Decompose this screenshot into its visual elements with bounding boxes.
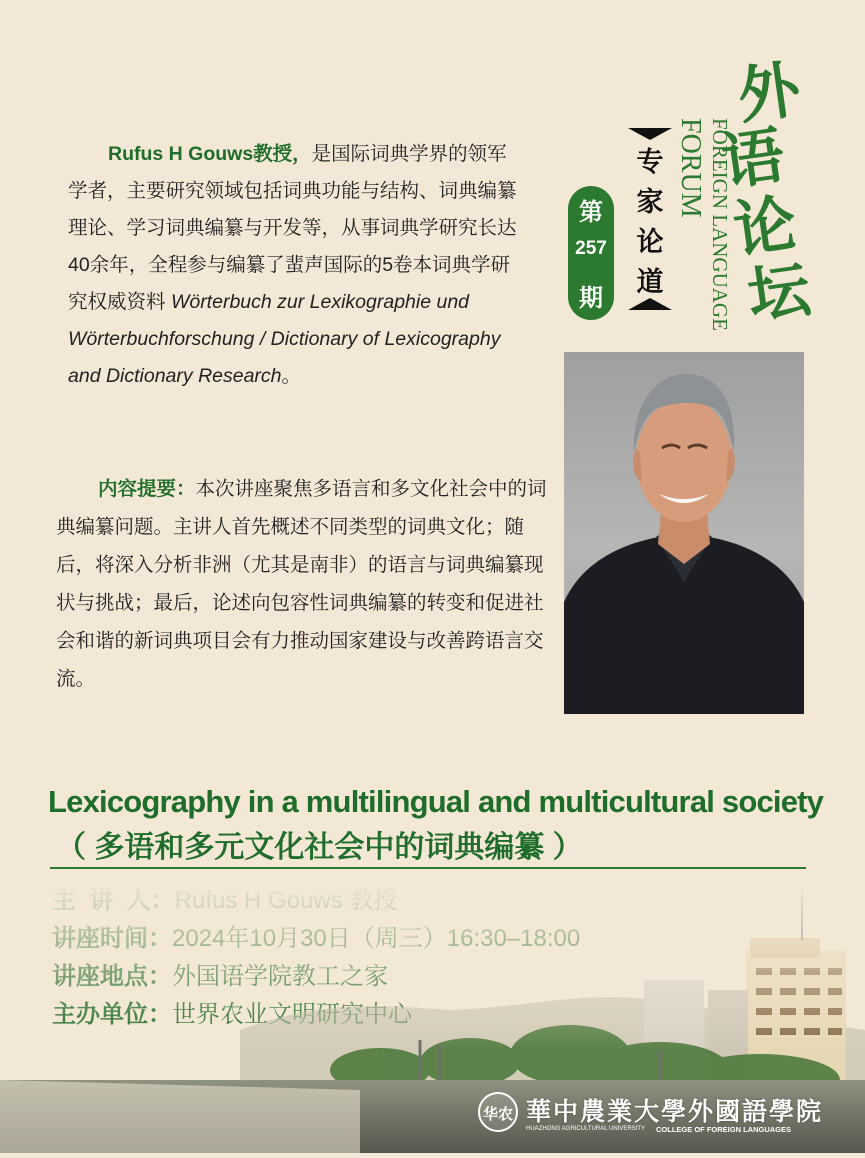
section-char: 道 [636, 267, 664, 297]
lecture-summary [56, 470, 550, 698]
book-title: Wörterbuch zur Lexikographie und Wörterbuchforschung / Dictionary of Lexicography and Dictionary Research [68, 291, 501, 387]
section-label [626, 128, 674, 310]
issue-number: 257 [575, 238, 607, 259]
forum-char: 语 [717, 118, 789, 199]
bio-end: 。 [281, 365, 302, 387]
bracket-bottom [628, 298, 672, 310]
university-name-en: HUAZHONG AGRICULTURAL UNIVERSITY [526, 1126, 646, 1132]
forum-title-en [675, 118, 732, 331]
forum-char: 坛 [743, 252, 815, 333]
college-logo [478, 1090, 824, 1140]
speaker-photo [564, 352, 804, 714]
section-char: 论 [636, 227, 664, 257]
lecture-title-en: Lexicography in a multilingual and multicultural society [48, 784, 824, 819]
forum-char: 外 [733, 52, 805, 133]
issue-badge [568, 186, 614, 320]
bio-text: 是国际词典学界的领军学者，主要研究领域包括词典功能与结构、词典编纂理论、学习词典编纂与开发等，从事词典学研究长达40余年，全程参与编纂了蜚声国际的5卷本词典学研究权威资料 [68, 143, 517, 313]
forum-en-line-1: FOREIGN LANGUAGE [708, 118, 732, 331]
speaker-name: Rufus H Gouws教授， [108, 143, 312, 165]
issue-prefix: 第 [579, 199, 603, 226]
speaker-bio [68, 136, 520, 395]
divider [50, 867, 806, 869]
university-seal-icon [478, 1092, 518, 1132]
college-name-en: COLLEGE OF FOREIGN LANGUAGES [656, 1125, 792, 1134]
section-char: 专 [636, 147, 664, 177]
summary-label: 内容提要： [98, 478, 196, 500]
forum-en-line-2: FORUM [675, 118, 706, 218]
bracket-top [628, 128, 672, 140]
section-char: 家 [636, 187, 664, 217]
lecture-title-cn: （ 多语和多元文化社会中的词典编纂 ） [56, 831, 583, 864]
summary-text: 本次讲座聚焦多语言和多文化社会中的词典编纂问题。主讲人首先概述不同类型的词典文化；随后，将深入分析非洲（尤其是南非）的语言与词典编纂现状与挑战；最后，论述向包容性词典编纂的转变和促进社会和谐的新词典项目会有力推动国家建设与改善跨语言交流。 [56, 478, 547, 690]
forum-title-cn [717, 52, 828, 333]
forum-char: 论 [729, 186, 801, 267]
seal-text: 华农 [482, 1106, 513, 1123]
speaker-portrait [564, 352, 804, 714]
issue-suffix: 期 [579, 285, 603, 312]
college-name-cn: 華中農業大學外國語學院 [526, 1097, 824, 1126]
